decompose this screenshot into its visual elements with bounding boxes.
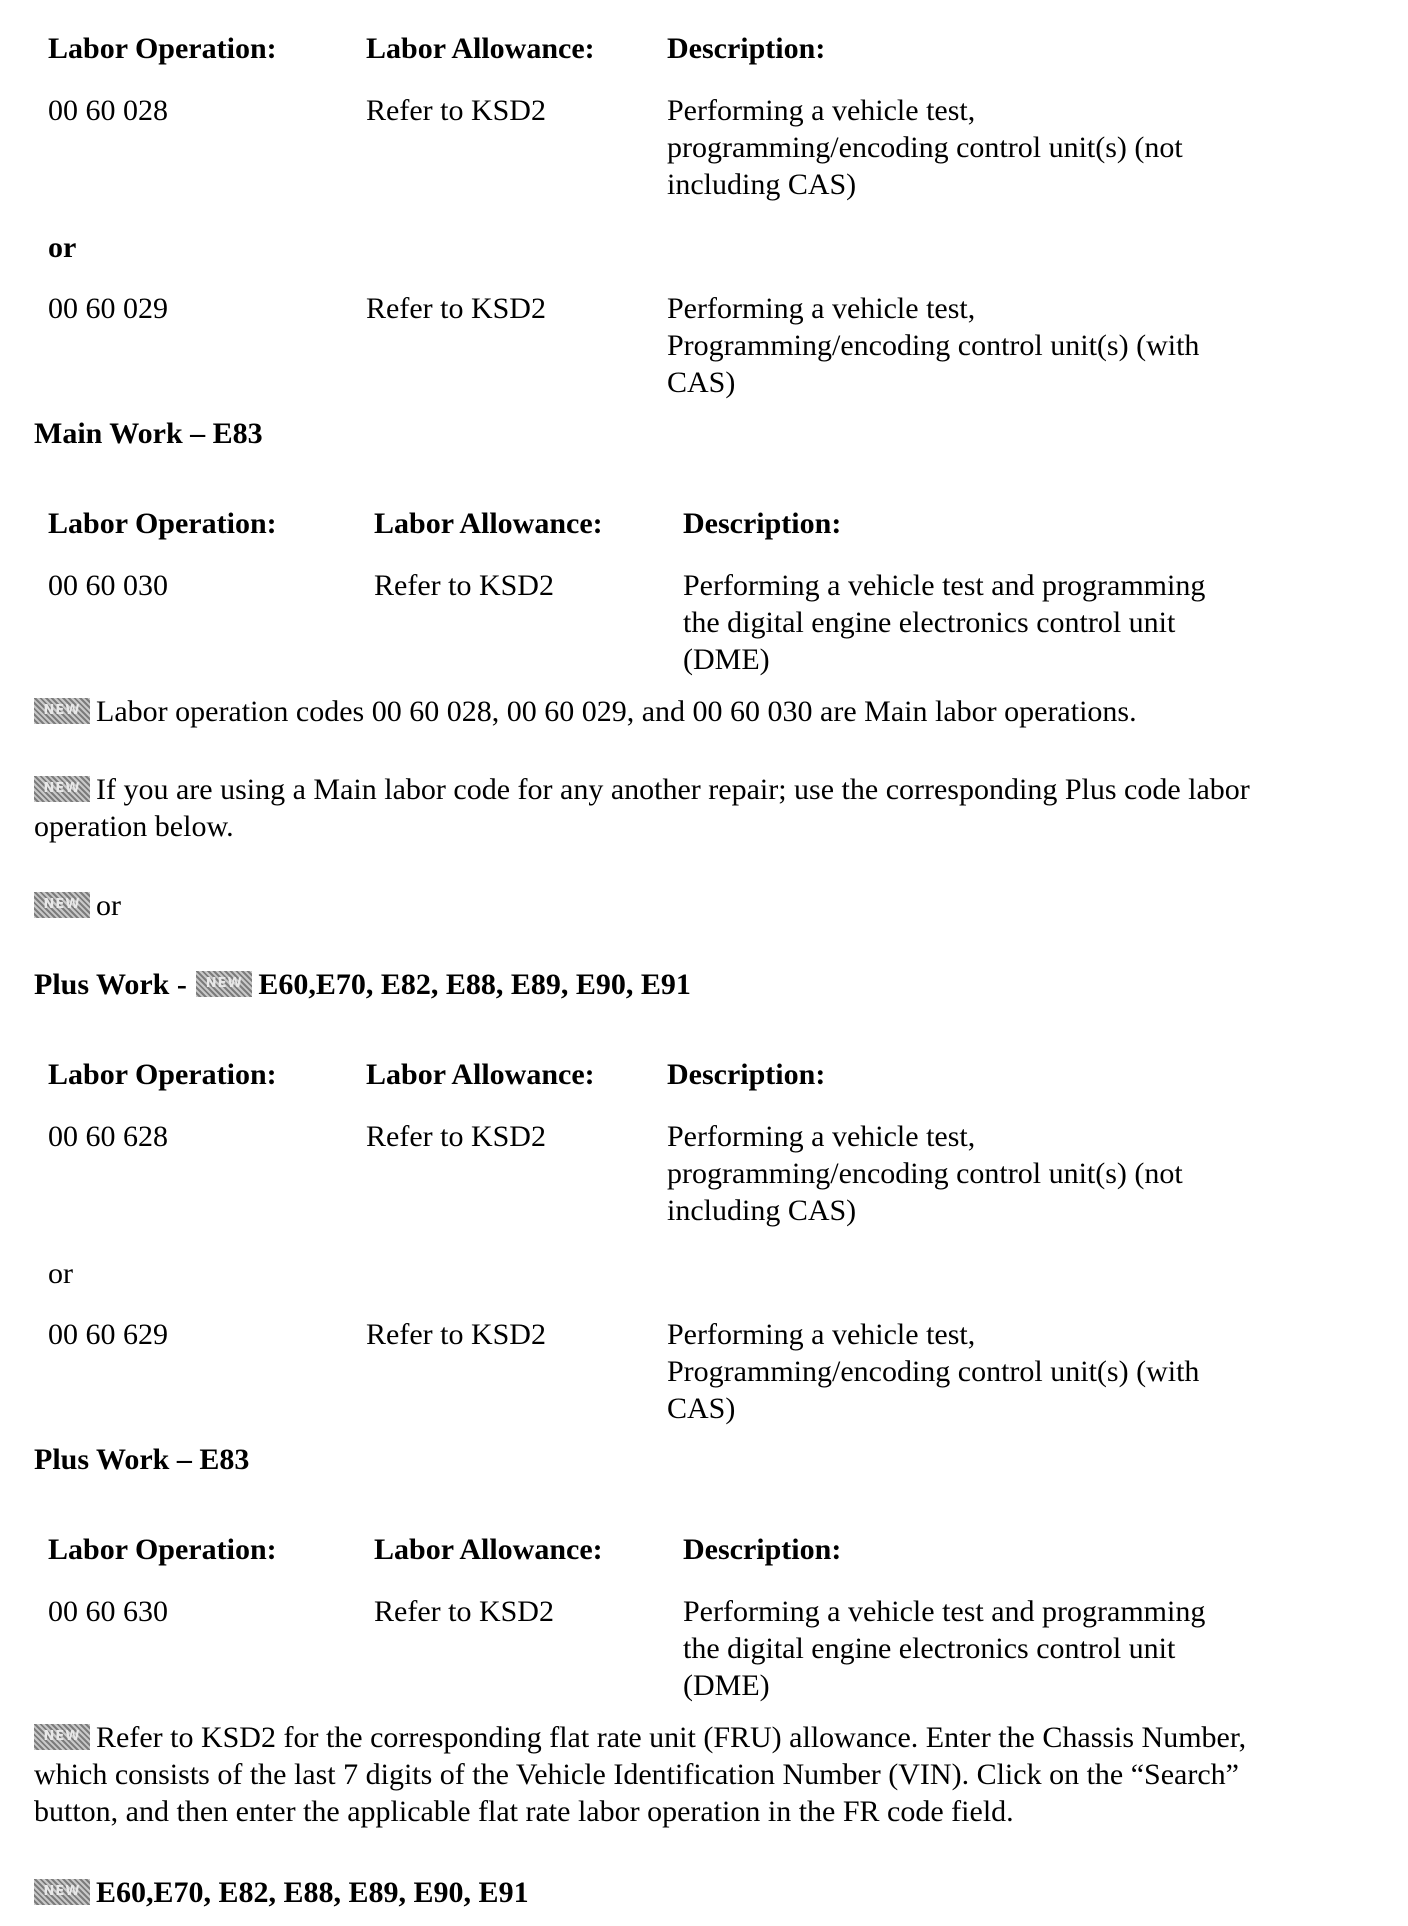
main-e83-header-description: Description: (683, 507, 842, 540)
table1-row2-description: Performing a vehicle test, Programming/encoding control unit(s) (with CAS) (667, 292, 1200, 399)
main-e83-row-allowance: Refer to KSD2 (374, 569, 554, 602)
note-ksd2-fru: NEW Refer to KSD2 for the corresponding flat rate unit (FRU) allowance. Enter the Chassis Number, which consists of the last 7 digits of the Vehicle Identification Number (VIN). Click on the “Search” button, and then enter the applicable flat rate labor operation in the FR code field. (34, 1721, 1247, 1828)
plus-work-e83-heading: Plus Work – E83 (34, 1443, 250, 1476)
plus-e83-header-operation: Labor Operation: (48, 1533, 277, 1566)
main-work-e83-heading: Main Work – E83 (34, 417, 263, 450)
table1-row2-allowance: Refer to KSD2 (366, 292, 546, 325)
table1-row1-allowance: Refer to KSD2 (366, 94, 546, 127)
plus-e83-header-description: Description: (683, 1533, 842, 1566)
plus-e83-row-operation: 00 60 630 (48, 1595, 168, 1628)
new-icon: NEW (34, 1724, 90, 1750)
new-icon: NEW (34, 1879, 90, 1905)
plus-row2-operation: 00 60 629 (48, 1318, 168, 1351)
plus-header-allowance: Labor Allowance: (366, 1058, 595, 1091)
footer-models-heading: NEW E60,E70, E82, E88, E89, E90, E91 (34, 1874, 529, 1911)
table1-row1-operation: 00 60 028 (48, 94, 168, 127)
main-e83-row-description: Performing a vehicle test and programming the digital engine electronics control unit (DME) (683, 569, 1206, 676)
table1-header-description: Description: (667, 32, 826, 65)
plus-row2-allowance: Refer to KSD2 (366, 1318, 546, 1351)
main-e83-header-allowance: Labor Allowance: (374, 507, 603, 540)
table1-row2-operation: 00 60 029 (48, 292, 168, 325)
new-icon: NEW (34, 776, 90, 802)
plus-e83-header-allowance: Labor Allowance: (374, 1533, 603, 1566)
plus-row2-description: Performing a vehicle test, Programming/encoding control unit(s) (with CAS) (667, 1318, 1200, 1425)
new-icon: NEW (34, 698, 90, 724)
plus-row1-description: Performing a vehicle test, programming/encoding control unit(s) (not including CAS) (667, 1120, 1183, 1227)
table1-separator-or: or (48, 231, 77, 264)
plus-separator-or: or (48, 1257, 73, 1290)
main-e83-row-operation: 00 60 030 (48, 569, 168, 602)
note-plus-code: NEW If you are using a Main labor code for any another repair; use the corresponding Plus code labor operation below. (34, 773, 1250, 843)
plus-row1-allowance: Refer to KSD2 (366, 1120, 546, 1153)
plus-work-heading: Plus Work - NEW E60,E70, E82, E88, E89, E90, E91 (34, 968, 691, 1001)
plus-header-description: Description: (667, 1058, 826, 1091)
plus-e83-row-allowance: Refer to KSD2 (374, 1595, 554, 1628)
note-or: NEW or (34, 887, 121, 924)
plus-row1-operation: 00 60 628 (48, 1120, 168, 1153)
main-e83-header-operation: Labor Operation: (48, 507, 277, 540)
new-icon: NEW (196, 971, 252, 997)
table1-header-allowance: Labor Allowance: (366, 32, 595, 65)
note-main-labor-operations: NEW Labor operation codes 00 60 028, 00 60 029, and 00 60 030 are Main labor operations. (34, 693, 1137, 730)
plus-e83-row-description: Performing a vehicle test and programming the digital engine electronics control unit (DME) (683, 1595, 1206, 1702)
table1-header-operation: Labor Operation: (48, 32, 277, 65)
new-icon: NEW (34, 892, 90, 918)
plus-header-operation: Labor Operation: (48, 1058, 277, 1091)
table1-row1-description: Performing a vehicle test, programming/encoding control unit(s) (not including CAS) (667, 94, 1183, 201)
